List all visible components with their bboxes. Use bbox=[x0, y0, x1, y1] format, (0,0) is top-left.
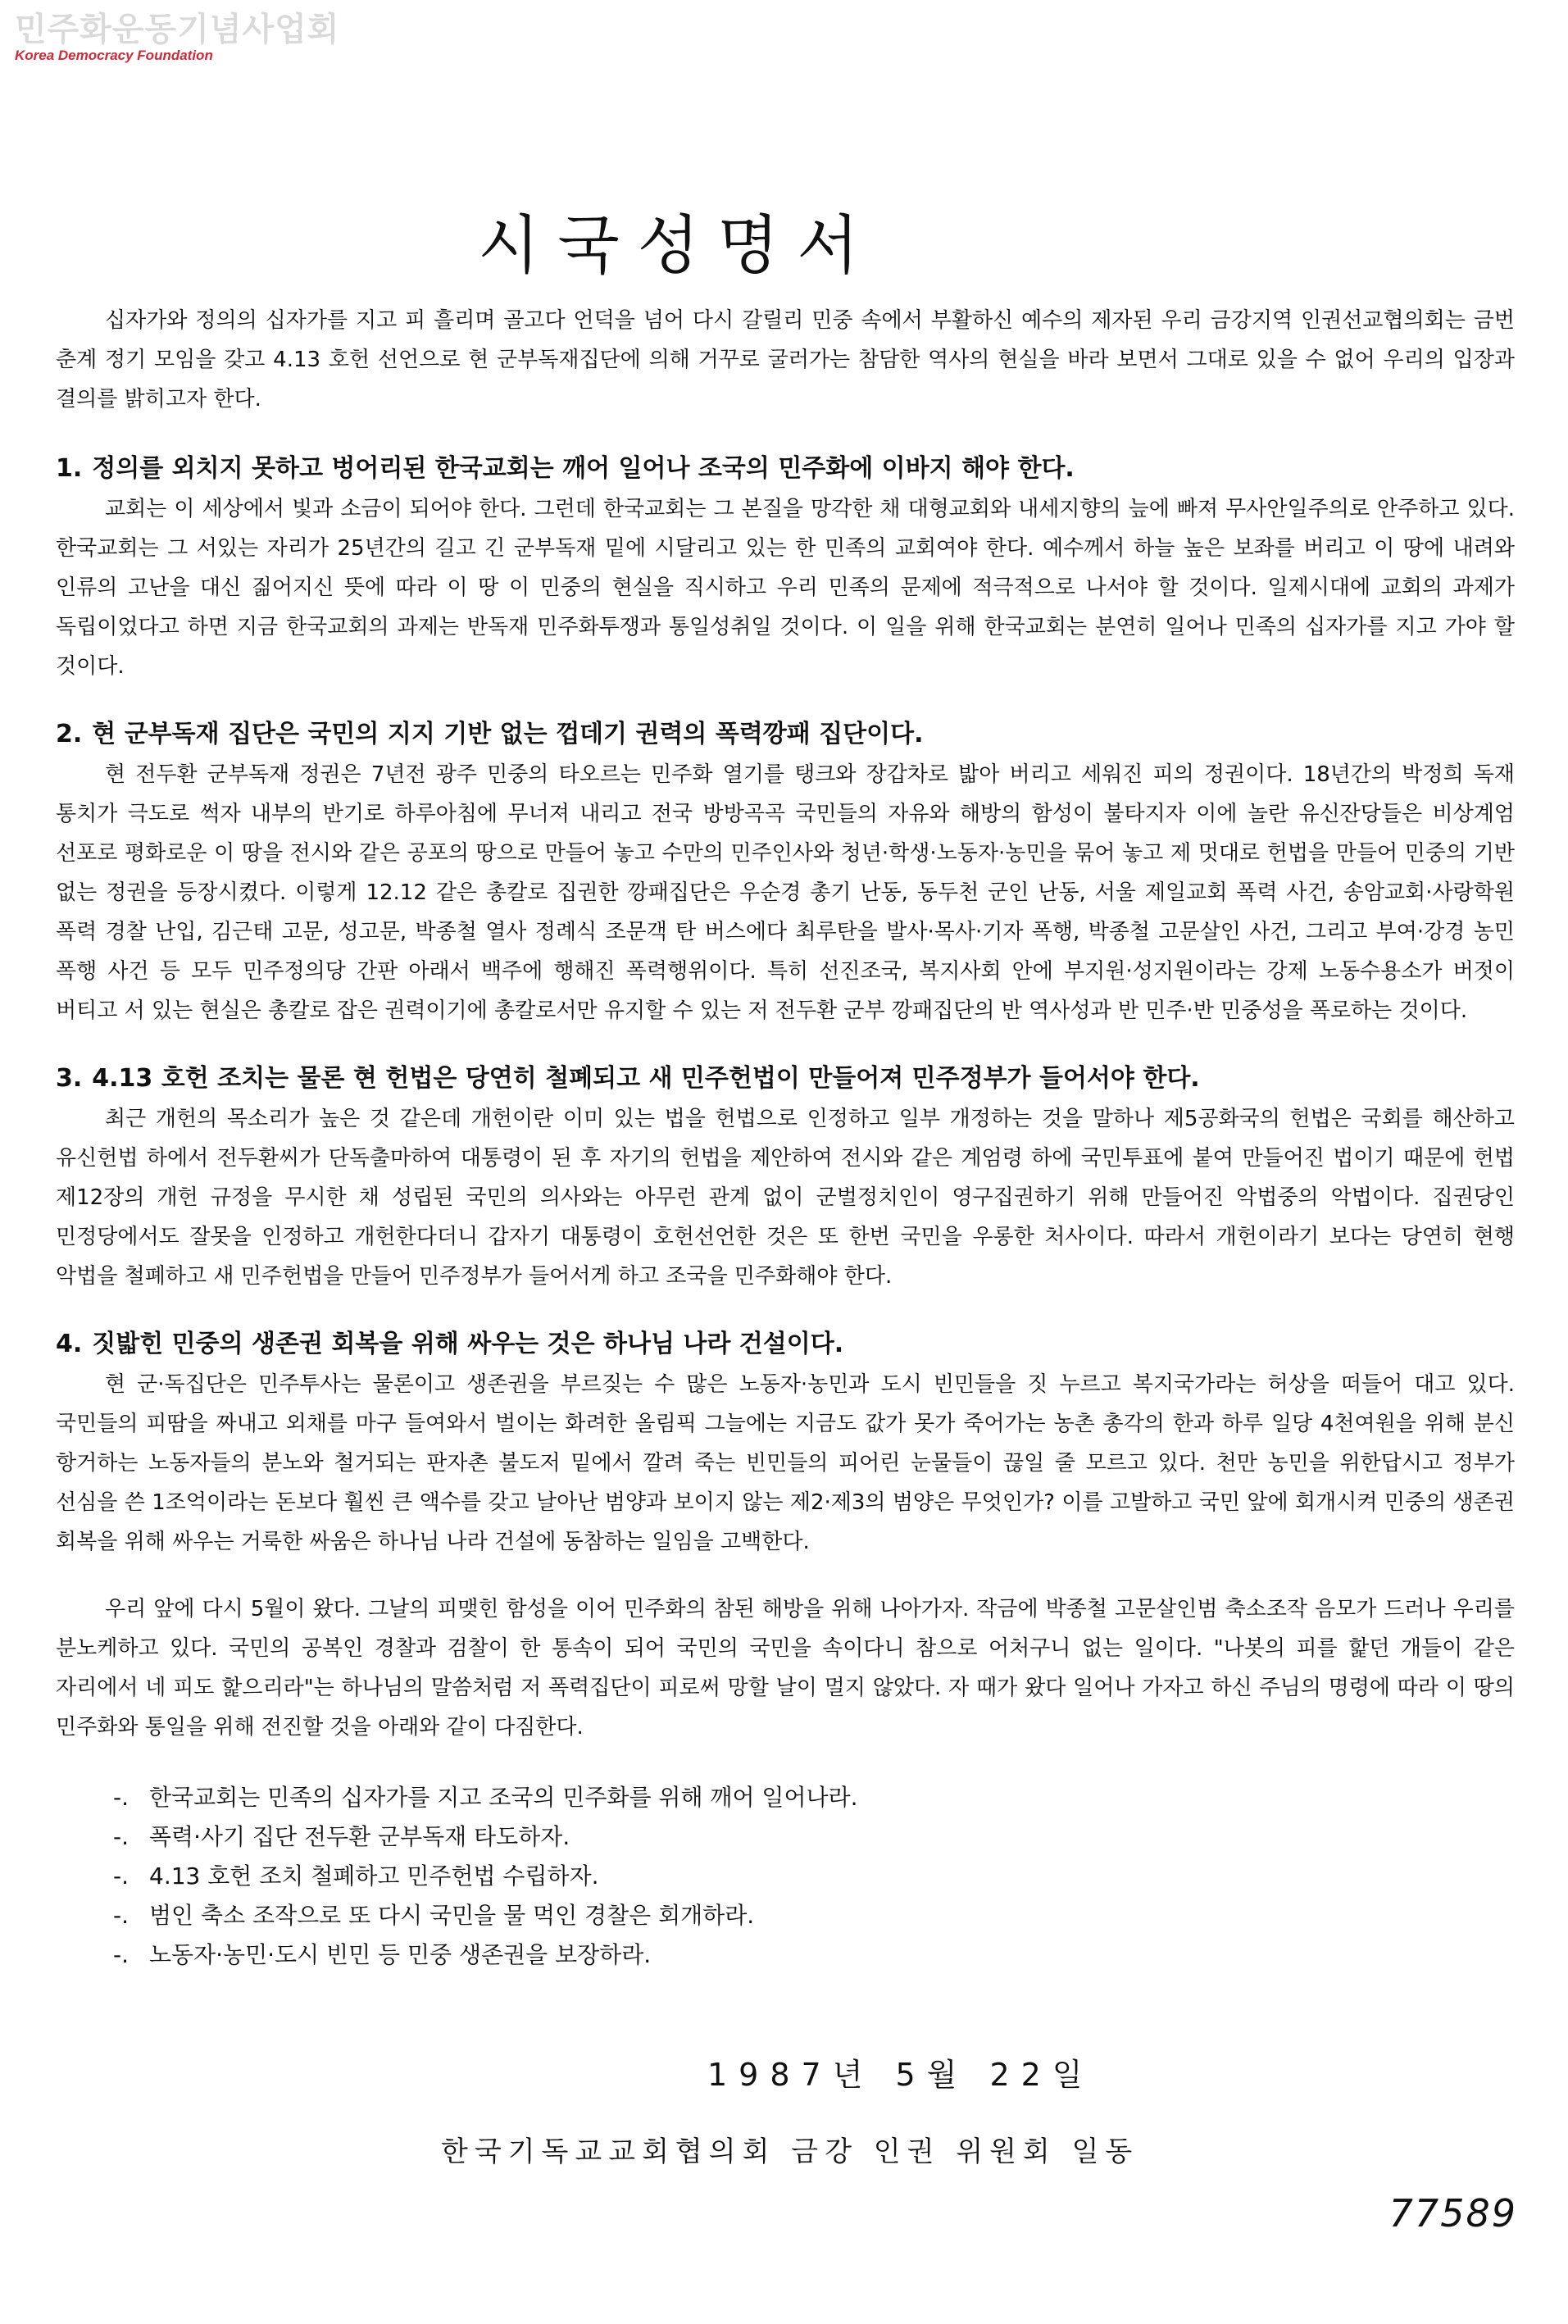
section-heading-text: 4.13 호헌 조치는 물론 현 헌법은 당연히 철폐되고 새 민주헌법이 만들어져 민주정부가 들어서야 한다. bbox=[92, 1064, 1200, 1093]
resolution-text: 한국교회는 민족의 십자가를 지고 조국의 민주화를 위해 깨어 일어나라. bbox=[149, 1784, 858, 1811]
section-body: 현 전두환 군부독재 정권은 7년전 광주 민중의 타오르는 민주화 열기를 탱크와 장갑차로 밟아 버리고 세워진 피의 정권이다. 18년간의 박정희 독재 통치가 극도로 썩자 내부의 반기로 하루아침에 무너져 내리고 전국 방방곡곡 국민들의 자유와 해방의 함성이 불타지자 이에 놀란 유신잔당들은 비상계엄 선포로 평화로운 이 땅을 전시와 같은 공포의 땅으로 만들어 놓고 수만의 민주인사와 청년·학생·노동자·농민을 묶어 놓고 제 멋대로 헌법을 만들어 민중의 기반 없는 정권을 등장시켰다. 이렇게 12.12 같은 총칼로 집권한 깡패집단은 우순경 총기 난동, 동두천 군인 난동, 서울 제일교회 폭력 사건, 송암교회·사랑학원 폭력 경찰 난입, 김근태 고문, 성고문, 박종철 열사 정례식 조문객 탄 버스에다 최루탄을 발사·목사·기자 폭행, 박종철 고문살인 사건, 그리고 부여·강경 농민 폭행 사건 등 모두 민주정의당 간판 아래서 백주에 행해진 폭력행위이다. 특히 선진조국, 복지사회 안에 부지원·성지원이라는 강제 노동수용소가 버젓이 버티고 서 있는 현실은 총칼로 잡은 권력이기에 총칼로서만 유지할 수 있는 저 전두환 군부 깡패집단의 반 역사성과 반 민주·반 민중성을 폭로하는 것이다. bbox=[56, 762, 1515, 1023]
resolution-list bbox=[113, 1778, 1515, 1975]
section-heading bbox=[56, 1058, 1515, 1099]
section-number: 2. bbox=[56, 720, 83, 748]
resolution-text: 4.13 호헌 조치 철폐하고 민주헌법 수립하자. bbox=[149, 1862, 599, 1890]
resolution-bullet: -. bbox=[113, 1823, 130, 1850]
section-heading-text: 정의를 외치지 못하고 벙어리된 한국교회는 깨어 일어나 조국의 민주화에 이바지 해야 한다. bbox=[92, 454, 1075, 483]
archive-number: 77589 bbox=[1388, 2191, 1517, 2235]
resolution-bullet: -. bbox=[113, 1902, 130, 1929]
resolution-text: 범인 축소 조작으로 또 다시 국민을 물 먹인 경찰은 회개하라. bbox=[149, 1902, 755, 1929]
intro-paragraph: 십자가와 정의의 십자가를 지고 피 흘리며 골고다 언덕을 넘어 다시 갈릴리 민중 속에서 부활하신 예수의 제자된 우리 금강지역 인권선교협의회는 금번 춘계 정기 모임을 갖고 4.13 호헌 선언으로 현 군부독재집단에 의해 거꾸로 굴러가는 참담한 역사의 현실을 바라 보면서 그대로 있을 수 없어 우리의 입장과 결의를 밝히고자 한다. bbox=[56, 308, 1515, 412]
section-number: 3. bbox=[56, 1064, 83, 1093]
resolution-item bbox=[113, 1857, 1515, 1896]
section-heading bbox=[56, 448, 1515, 489]
resolution-item bbox=[113, 1896, 1515, 1935]
section-3 bbox=[56, 1058, 1515, 1296]
watermark-english: Korea Democracy Foundation bbox=[15, 48, 213, 63]
resolution-text: 노동자·농민·도시 빈민 등 민중 생존권을 보장하라. bbox=[149, 1941, 652, 1968]
section-heading-text: 현 군부독재 집단은 국민의 지지 기반 없는 껍데기 권력의 폭력깡패 집단이다. bbox=[92, 720, 924, 748]
section-heading bbox=[56, 714, 1515, 755]
statement-document bbox=[56, 201, 1515, 2175]
resolution-bullet: -. bbox=[113, 1941, 130, 1968]
section-number: 1. bbox=[56, 454, 83, 483]
resolution-text: 폭력·사기 집단 전두환 군부독재 타도하자. bbox=[149, 1823, 570, 1850]
resolution-item bbox=[113, 1935, 1515, 1975]
section-body: 교회는 이 세상에서 빛과 소금이 되어야 한다. 그런데 한국교회는 그 본질을 망각한 채 대형교회와 내세지향의 늪에 빠져 무사안일주의로 안주하고 있다. 한국교회는 그 서있는 자리가 25년간의 길고 긴 군부독재 밑에 시달리고 있는 한 민족의 교회여야 한다. 예수께서 하늘 높은 보좌를 버리고 이 땅에 내려와 인류의 고난을 대신 짊어지신 뜻에 따라 이 땅 이 민중의 현실을 직시하고 우리 민족의 문제에 적극적으로 나서야 할 것이다. 일제시대에 교회의 과제가 독립이었다고 하면 지금 한국교회의 과제는 반독재 민주화투쟁과 통일성취일 것이다. 이 일을 위해 한국교회는 분연히 일어나 민족의 십자가를 지고 가야 할 것이다. bbox=[56, 497, 1515, 679]
section-heading bbox=[56, 1324, 1515, 1365]
section-heading-text: 짓밟힌 민중의 생존권 회복을 위해 싸우는 것은 하나님 나라 건설이다. bbox=[92, 1330, 844, 1358]
resolution-bullet: -. bbox=[113, 1784, 130, 1811]
section-number: 4. bbox=[56, 1330, 83, 1358]
section-body: 최근 개헌의 목소리가 높은 것 같은데 개헌이란 이미 있는 법을 헌법으로 인정하고 일부 개정하는 것을 말하나 제5공화국의 헌법은 국회를 해산하고 유신헌법 하에서 전두환씨가 단독출마하여 대통령이 된 후 자기의 헌법을 제안하여 전시와 같은 계엄령 하에 국민투표에 붙여 만들어진 법이기 때문에 헌법 제12장의 개헌 규정을 무시한 채 성립된 국민의 의사와는 아무런 관계 없이 군벌정치인이 영구집권하기 위해 만들어진 악법중의 악법이다. 집권당인 민정당에서도 잘못을 인정하고 개헌한다더니 갑자기 대통령이 호헌선언한 것은 또 한번 국민을 우롱한 처사이다. 따라서 개헌이라기 보다는 당연히 현행 악법을 철폐하고 새 민주헌법을 만들어 민주정부가 들어서게 하고 조국을 민주화해야 한다. bbox=[56, 1107, 1515, 1289]
resolution-item bbox=[113, 1817, 1515, 1857]
foundation-watermark bbox=[15, 11, 340, 64]
resolution-bullet: -. bbox=[113, 1862, 130, 1890]
signatory: 한국기독교교회협의회 금강 인권 위원회 일동 bbox=[441, 2135, 1139, 2168]
document-title: 시국성명서 bbox=[478, 209, 877, 283]
section-2 bbox=[56, 714, 1515, 1030]
statement-date: 1987년 5월 22일 bbox=[707, 2057, 1094, 2093]
section-body: 현 군·독집단은 민주투사는 물론이고 생존권을 부르짖는 수 많은 노동자·농민과 도시 빈민들을 짓 누르고 복지국가라는 허상을 떠들어 대고 있다. 국민들의 피땀을 짜내고 외채를 마구 들여와서 벌이는 화려한 올림픽 그늘에는 지금도 값가 못가 죽어가는 농촌 총각의 한과 하루 일당 4천여원을 위해 분신 항거하는 노동자들의 분노와 철거되는 판자촌 불도저 밑에서 깔려 죽는 빈민들의 피어린 눈물들이 끊일 줄 모르고 있다. 천만 농민을 위한답시고 정부가 선심을 쓴 1조억이라는 돈보다 훨씬 큰 액수를 갖고 날아난 범양과 보이지 않는 제2·제3의 범양은 무엇인가? 이를 고발하고 국민 앞에 회개시켜 민중의 생존권 회복을 위해 싸우는 거룩한 싸움은 하나님 나라 건설에 동참하는 일임을 고백한다. bbox=[56, 1372, 1515, 1554]
section-4 bbox=[56, 1324, 1515, 1562]
resolution-item bbox=[113, 1778, 1515, 1817]
watermark-korean: 민주화운동기념사업회 bbox=[15, 11, 340, 48]
section-1 bbox=[56, 448, 1515, 686]
closing-paragraph: 우리 앞에 다시 5월이 왔다. 그날의 피맺힌 함성을 이어 민주화의 참된 해방을 위해 나아가자. 작금에 박종철 고문살인범 축소조작 음모가 드러나 우리를 분노케하고 있다. 국민의 공복인 경찰과 검찰이 한 통속이 되어 국민의 국민을 속이다니 참으로 어처구니 없는 일이다. "나봇의 피를 핥던 개들이 같은 자리에서 네 피도 핥으리라"는 하나님의 말씀처럼 저 폭력집단이 피로써 망할 날이 멀지 않았다. 자 때가 왔다 일어나 가자고 하신 주님의 명령에 따라 이 땅의 민주화와 통일을 위해 전진할 것을 아래와 같이 다짐한다. bbox=[56, 1597, 1515, 1740]
